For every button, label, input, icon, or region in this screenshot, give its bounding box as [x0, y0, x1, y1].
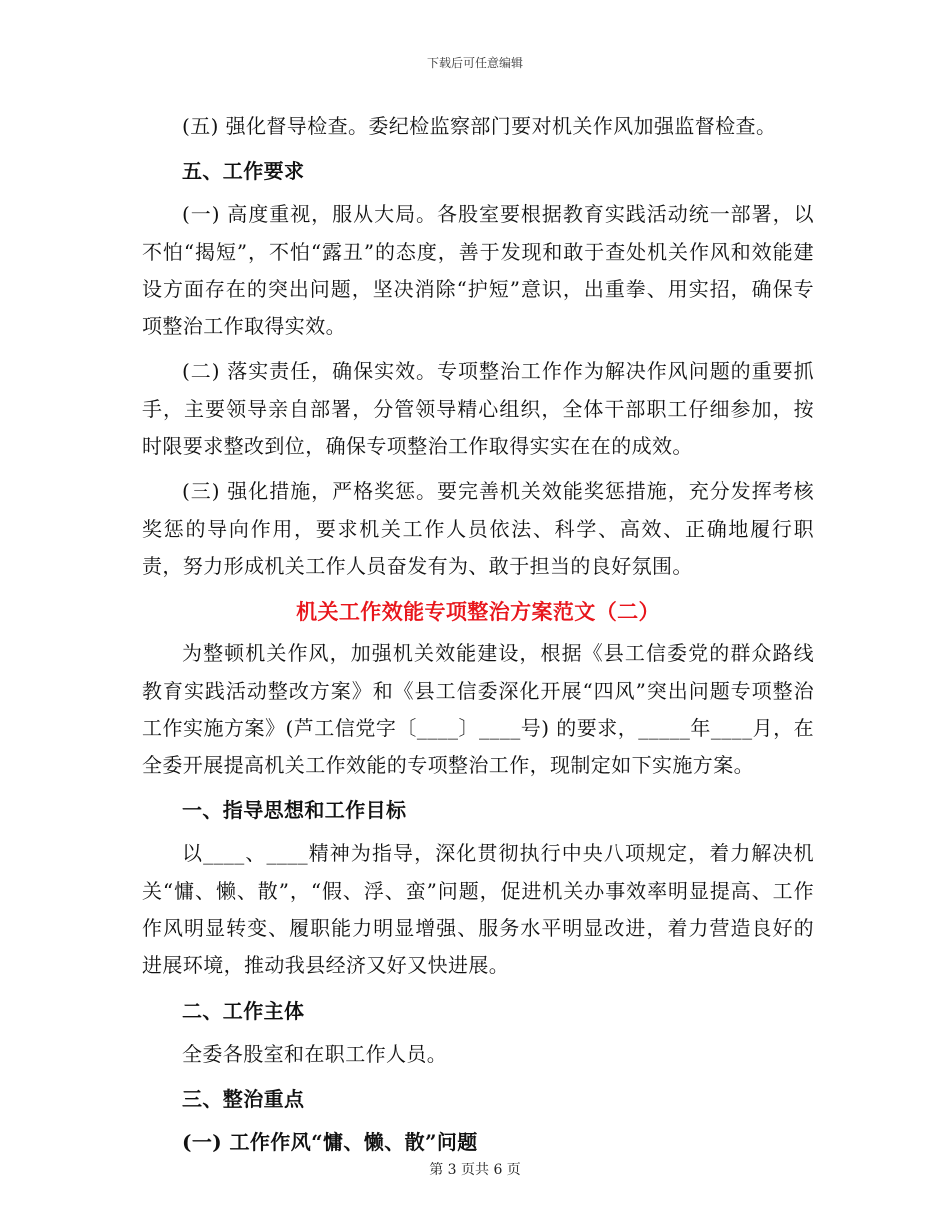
paragraph-measures: (三) 强化措施，严格奖惩。要完善机关效能奖惩措施，充分发挥考核奖惩的导向作用，要求机关工作人员依法、科学、高效、正确地履行职责，努力形成机关工作人员奋发有为、敢于担当的良好氛围。	[142, 479, 814, 578]
paragraph-high-priority: (一) 高度重视，服从大局。各股室要根据教育实践活动统一部署，以不怕“揭短”，不怕“露丑”的态度，善于发现和敢于查处机关作风和效能建设方面存在的突出问题，坚决消除“护短”意识，出重拳、用实招，确保专项整治工作取得实效。	[142, 202, 814, 339]
paragraph-guiding-ideology: 以____、____精神为指导，深化贯彻执行中央八项规定，着力解决机关“慵、懒、散”，“假、浮、蛮”问题，促进机关办事效率明显提高、工作作风明显转变、履职能力明显增强、服务水平明显改进，着力营造良好的进展环境，推动我县经济又好又快进展。	[142, 841, 814, 978]
heading-work-requirements: 五、工作要求	[182, 159, 305, 184]
paragraph-work-subject: 全委各股室和在职工作人员。	[182, 1041, 448, 1066]
section-title: 机关工作效能专项整治方案范文（二）	[296, 599, 660, 625]
heading-work-subject: 二、工作主体	[182, 998, 305, 1023]
page-footer: 第 3 页共 6 页	[429, 1162, 521, 1178]
paragraph-inspection: (五) 强化督导检查。委纪检监察部门要对机关作风加强监督检查。	[182, 114, 777, 138]
heading-work-style-issue: (一) 工作作风“慵、懒、散”问题	[182, 1129, 478, 1154]
document-body	[142, 108, 814, 1167]
heading-focus-areas: 三、整治重点	[182, 1086, 305, 1111]
paragraph-responsibility: (二) 落实责任，确保实效。专项整治工作作为解决作风问题的重要抓手，主要领导亲自部署，分管领导精心组织，全体干部职工仔细参加，按时限要求整改到位，确保专项整治工作取得实实在在的成效。	[142, 359, 814, 459]
paragraph-intro: 为整顿机关作风，加强机关效能建设，根据《县工信委党的群众路线教育实践活动整改方案》和《县工信委深化开展“四风”突出问题专项整治工作实施方案》(芦工信党字〔____〕____号) 的要求，_____年____月，在全委开展提高机关工作效能的专项整治工作，现制定如下实施方案。	[142, 641, 814, 778]
page-header: 下载后可任意编辑	[426, 56, 523, 70]
heading-guiding-ideology: 一、指导思想和工作目标	[182, 798, 407, 823]
